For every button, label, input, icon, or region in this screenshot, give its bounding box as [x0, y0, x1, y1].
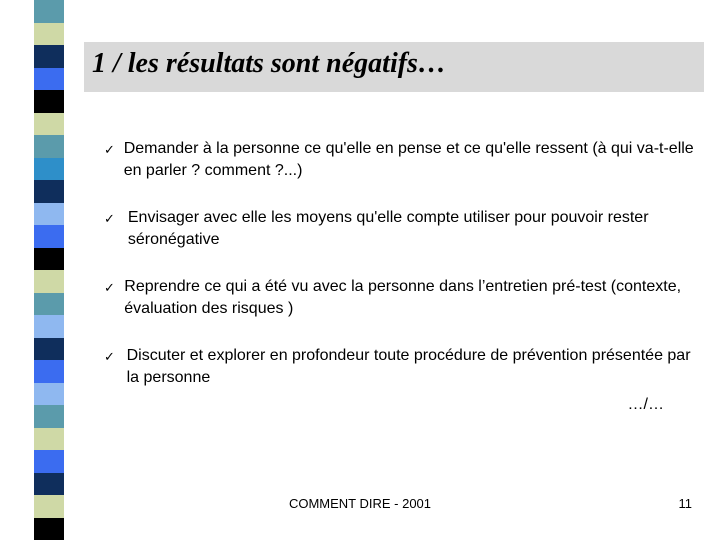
- strip-segment: [34, 293, 64, 316]
- bullet-text: Reprendre ce qui a été vu avec la personne dans l’entretien pré-test (contexte, évaluation des risques ): [124, 278, 682, 317]
- bullet-item: [104, 138, 694, 182]
- checkmark-icon: ✓: [104, 349, 115, 364]
- strip-segment: [34, 203, 64, 226]
- footer-text: COMMENT DIRE - 2001: [288, 496, 432, 511]
- strip-segment: [34, 405, 64, 428]
- continuation-marker: …/…: [627, 396, 664, 413]
- strip-segment: [34, 383, 64, 406]
- strip-segment: [34, 158, 64, 181]
- bullet-text: Envisager avec elle les moyens qu'elle compte utiliser pour pouvoir rester séronégative: [127, 209, 649, 248]
- checkmark-icon: ✓: [104, 211, 115, 226]
- bullet-item: [104, 276, 694, 320]
- checkmark-icon: ✓: [104, 280, 115, 295]
- checkmark-icon: ✓: [104, 142, 115, 157]
- strip-segment: [34, 0, 64, 23]
- bullet-text: Demander à la personne ce qu'elle en pense et ce qu'elle ressent (à qui va-t-elle en parler ? comment ?...): [123, 140, 694, 179]
- strip-segment: [34, 450, 64, 473]
- strip-segment: [34, 248, 64, 271]
- strip-segment: [34, 225, 64, 248]
- strip-segment: [34, 90, 64, 113]
- bullet-text: Discuter et explorer en profondeur toute procédure de prévention présentée par la personne: [126, 347, 691, 386]
- bullet-list: [104, 138, 694, 414]
- strip-segment: [34, 68, 64, 91]
- decorative-color-strip: [34, 0, 64, 540]
- strip-segment: [34, 45, 64, 68]
- bullet-item: [104, 207, 694, 251]
- strip-segment: [34, 180, 64, 203]
- strip-segment: [34, 360, 64, 383]
- strip-segment: [34, 428, 64, 451]
- strip-segment: [34, 113, 64, 136]
- bullet-item: [104, 345, 694, 389]
- strip-segment: [34, 473, 64, 496]
- strip-segment: [34, 338, 64, 361]
- strip-segment: [34, 315, 64, 338]
- strip-segment: [34, 23, 64, 46]
- page-number: 11: [678, 496, 692, 511]
- strip-segment: [34, 518, 64, 540]
- strip-segment: [34, 135, 64, 158]
- slide-title: 1 / les résultats sont négatifs…: [92, 48, 446, 79]
- strip-segment: [34, 270, 64, 293]
